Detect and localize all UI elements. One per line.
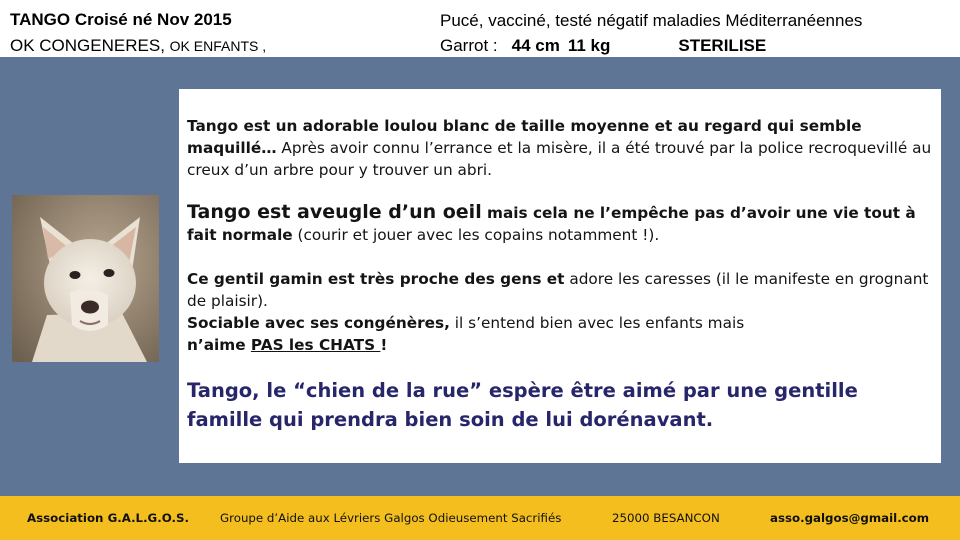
cats-end: ! bbox=[380, 336, 388, 354]
garrot-label: Garrot : bbox=[440, 36, 498, 55]
sterilise-status: STERILISE bbox=[678, 36, 767, 55]
paragraph-character bbox=[187, 268, 933, 312]
cats-bold: n’aime bbox=[187, 336, 251, 354]
association-name: Association G.A.L.G.O.S. bbox=[27, 511, 189, 525]
paragraph-sociable bbox=[187, 312, 933, 334]
eye-bold: mais cela ne l’empêche pas d’avoir une vie tout à fait normale bbox=[187, 204, 916, 244]
dog-photo bbox=[12, 195, 159, 362]
weight-value: 11 kg bbox=[567, 36, 611, 55]
health-line: Pucé, vacciné, testé négatif maladies Méditerranéennes bbox=[440, 11, 863, 30]
association-email[interactable]: asso.galgos@gmail.com bbox=[770, 511, 930, 525]
eye-text: (courir et jouer avec les copains notamment !). bbox=[292, 226, 660, 244]
footer-band bbox=[0, 496, 960, 540]
intro-bold: Tango est un adorable loulou blanc de taille moyenne et au regard qui semble maquillé… bbox=[187, 117, 862, 157]
eye-headline: Tango est aveugle d’un oeil bbox=[187, 201, 482, 223]
sociable-bold: Sociable avec ses congénères, bbox=[187, 314, 450, 332]
compatibility-line bbox=[10, 36, 266, 56]
header-band bbox=[0, 0, 960, 57]
dog-name-line: TANGO Croisé né Nov 2015 bbox=[10, 10, 232, 29]
description-panel bbox=[179, 89, 941, 463]
paragraph-cats bbox=[187, 334, 933, 356]
measurements-line bbox=[440, 36, 766, 56]
sociable-text: il s’entend bien avec les enfants mais bbox=[449, 314, 745, 332]
dog-illustration bbox=[12, 195, 159, 362]
character-text: adore les caresses (il le manifeste en grognant de plaisir). bbox=[187, 270, 929, 310]
association-full-name: Groupe d’Aide aux Lévriers Galgos Odieusement Sacrifiés bbox=[220, 511, 562, 525]
intro-text: Après avoir connu l’errance et la misère, il a été trouvé par la police recroquevillé au creux d’un arbre pour y trouver un abri. bbox=[187, 139, 932, 179]
character-bold: Ce gentil gamin est très proche des gens et bbox=[187, 270, 565, 288]
congeneres-text: OK CONGENERES, bbox=[10, 36, 165, 55]
paragraph-intro bbox=[187, 115, 933, 181]
association-city: 25000 BESANCON bbox=[612, 511, 720, 525]
paragraph-eye bbox=[187, 201, 933, 246]
cats-underline: PAS les CHATS bbox=[250, 336, 381, 354]
enfants-text: OK ENFANTS , bbox=[169, 38, 267, 54]
height-value: 44 cm bbox=[511, 36, 560, 55]
closing-statement: Tango, le “chien de la rue” espère être aimé par une gentille famille qui prendra bien soin de lui dorénavant. bbox=[187, 379, 858, 431]
